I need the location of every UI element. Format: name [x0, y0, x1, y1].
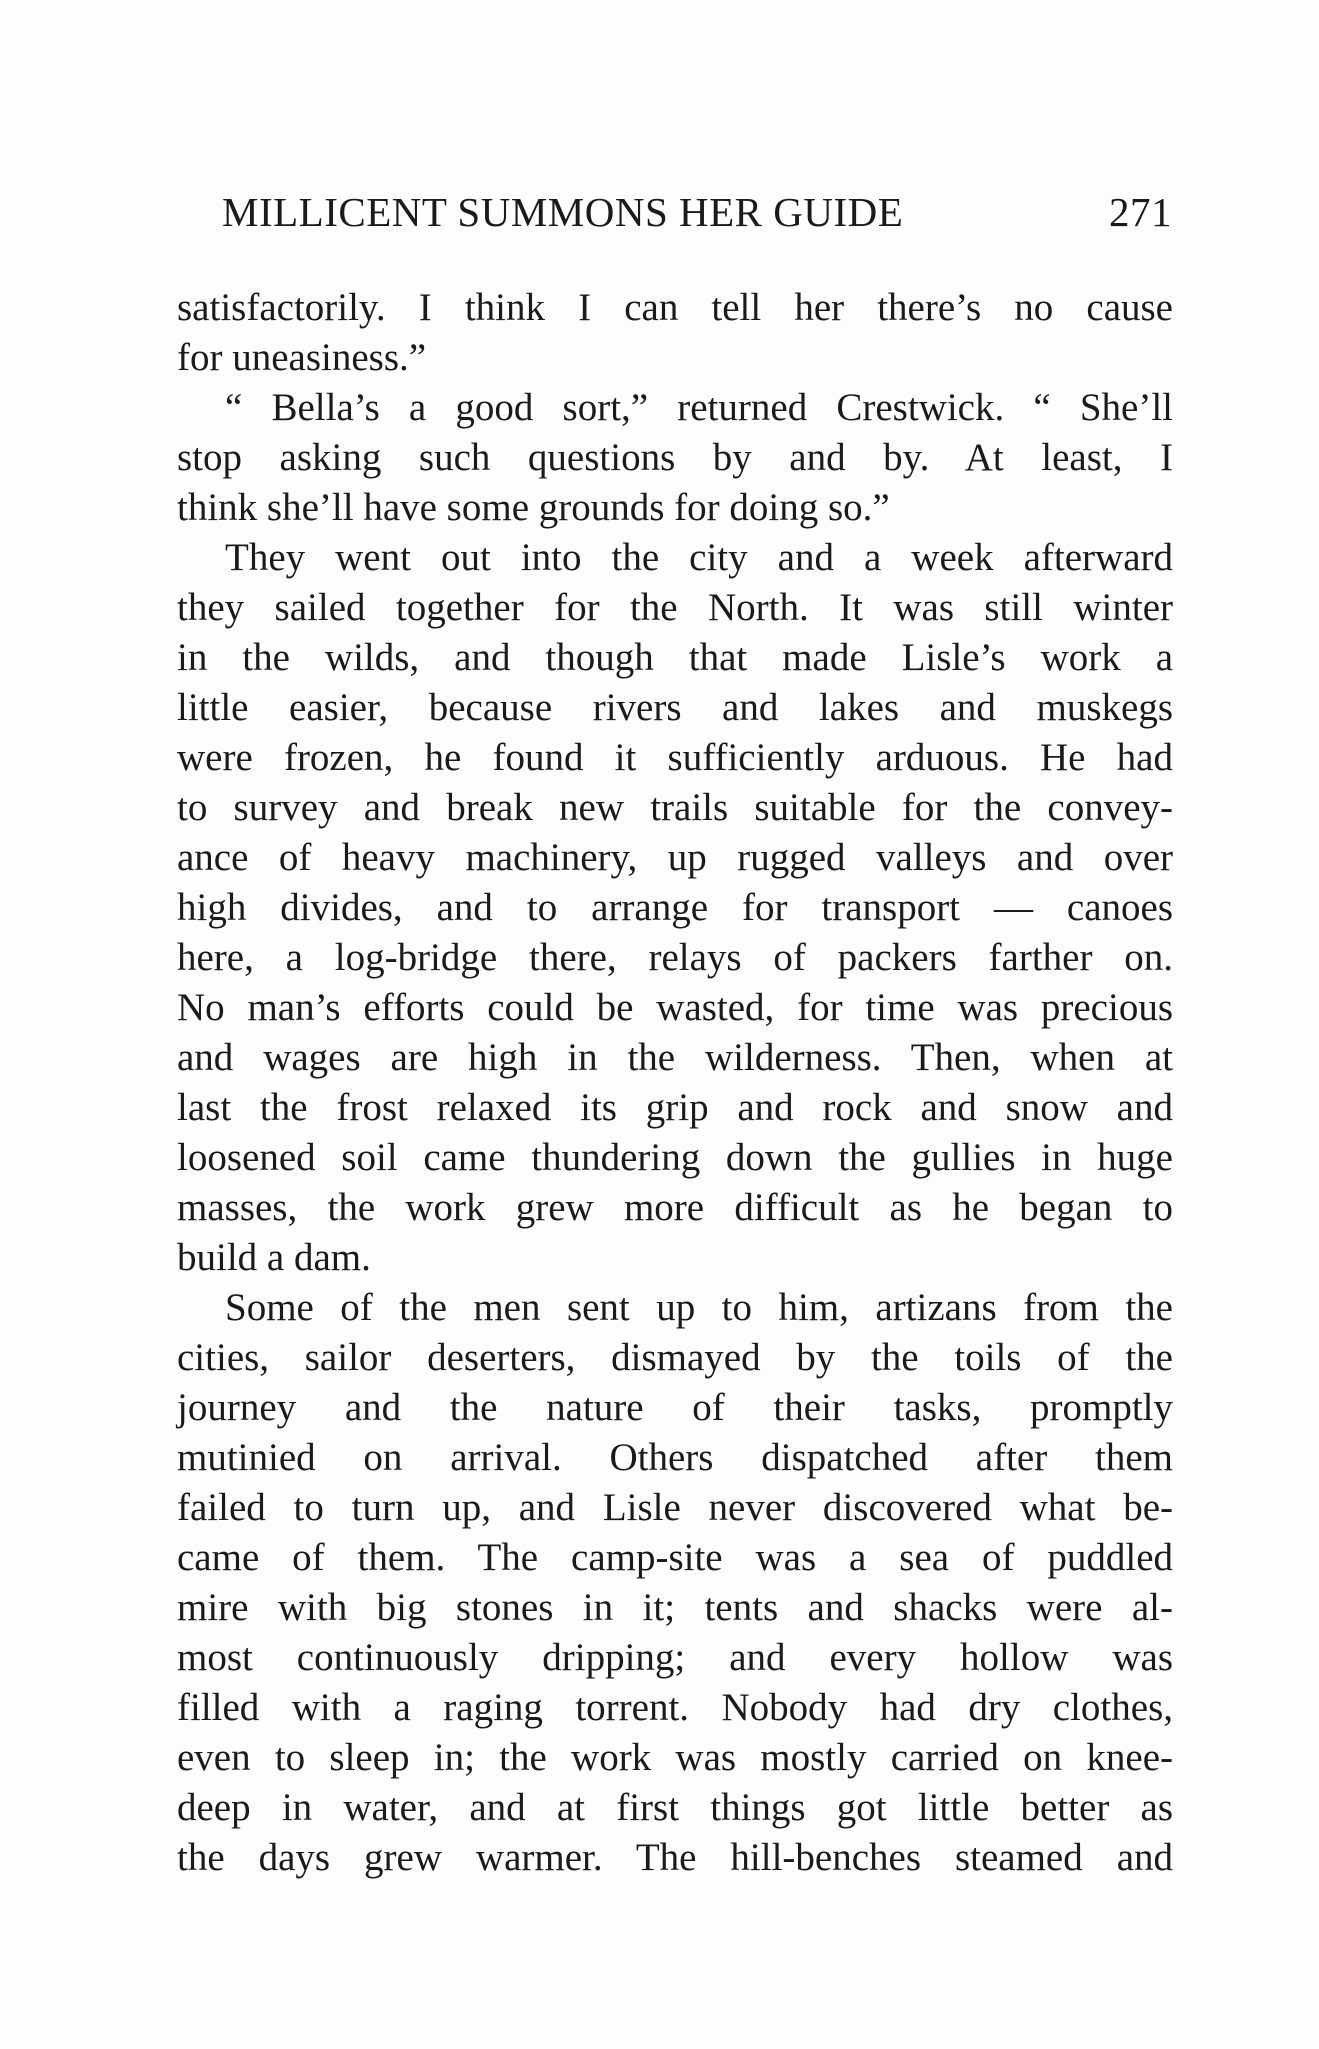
text-line: mire with big stones in it; tents and shacks were al-: [177, 1586, 1173, 1629]
text-line: most continuously dripping; and every hollow was: [177, 1636, 1173, 1679]
text-line: high divides, and to arrange for transport — canoes: [177, 886, 1173, 929]
text-line: the days grew warmer. The hill-benches steamed and: [177, 1836, 1173, 1879]
body-text: [177, 283, 1173, 1883]
text-line: last the frost relaxed its grip and rock and snow and: [177, 1086, 1173, 1129]
text-line: filled with a raging torrent. Nobody had dry clothes,: [177, 1686, 1173, 1729]
page-number: 271: [1109, 189, 1172, 235]
text-line: They went out into the city and a week afterward: [225, 536, 1173, 579]
text-line: “ Bella’s a good sort,” returned Crestwick. “ She’ll: [225, 386, 1173, 429]
text-line: loosened soil came thundering down the gullies in huge: [177, 1136, 1173, 1179]
text-line: for uneasiness.”: [177, 336, 427, 379]
text-line: even to sleep in; the work was mostly carried on knee-: [177, 1736, 1173, 1779]
text-line: failed to turn up, and Lisle never discovered what be-: [177, 1486, 1173, 1529]
text-line: they sailed together for the North. It was still winter: [177, 586, 1173, 629]
text-line: No man’s efforts could be wasted, for time was precious: [177, 986, 1173, 1029]
running-head: [222, 188, 1172, 238]
text-line: cities, sailor deserters, dismayed by the toils of the: [177, 1336, 1173, 1379]
text-line: here, a log-bridge there, relays of packers farther on.: [177, 936, 1173, 979]
text-line: satisfactorily. I think I can tell her there’s no cause: [177, 286, 1173, 329]
text-line: build a dam.: [177, 1236, 371, 1279]
text-line: stop asking such questions by and by. At least, I: [177, 436, 1173, 479]
text-line: journey and the nature of their tasks, promptly: [177, 1386, 1173, 1429]
text-line: think she’ll have some grounds for doing so.”: [177, 486, 890, 529]
text-line: mutinied on arrival. Others dispatched after them: [177, 1436, 1173, 1479]
text-line: came of them. The camp-site was a sea of puddled: [177, 1536, 1173, 1579]
text-line: to survey and break new trails suitable for the convey-: [177, 786, 1173, 829]
text-line: little easier, because rivers and lakes and muskegs: [177, 686, 1173, 729]
text-line: masses, the work grew more difficult as he began to: [177, 1186, 1173, 1229]
text-line: were frozen, he found it sufficiently arduous. He had: [177, 736, 1173, 779]
text-line: deep in water, and at first things got little better as: [177, 1786, 1173, 1829]
text-line: and wages are high in the wilderness. Then, when at: [177, 1036, 1173, 1079]
text-line: in the wilds, and though that made Lisle’s work a: [177, 636, 1173, 679]
text-line: Some of the men sent up to him, artizans from the: [225, 1286, 1173, 1329]
running-title: MILLICENT SUMMONS HER GUIDE: [222, 189, 904, 235]
text-line: ance of heavy machinery, up rugged valleys and over: [177, 836, 1173, 879]
